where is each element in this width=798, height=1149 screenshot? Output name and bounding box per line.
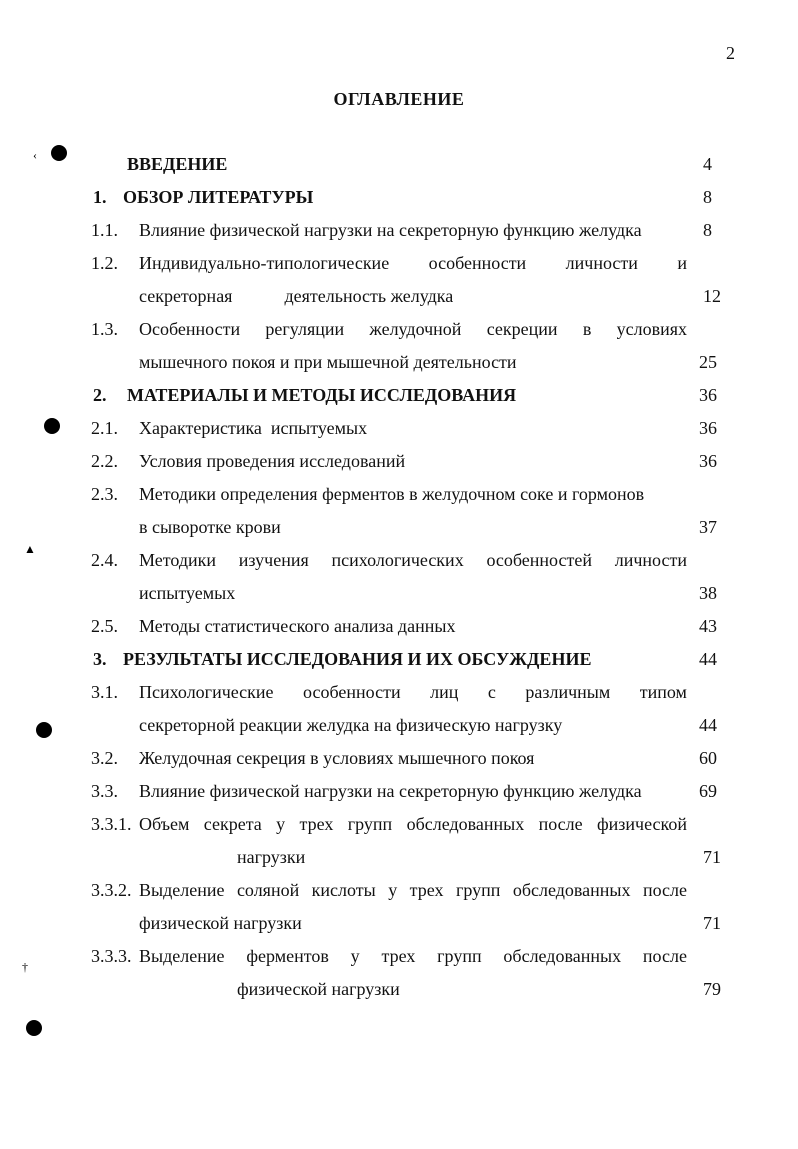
scan-mark-icon: ‹: [33, 148, 37, 162]
toc-entry-continuation: испытуемых: [139, 583, 236, 603]
toc-entry-label: ОБЗОР ЛИТЕРАТУРЫ: [123, 187, 314, 207]
toc-entry-continuation: секреторная деятельность желудка: [139, 286, 454, 306]
toc-entry-number: 3.: [93, 649, 107, 669]
toc-entry-number: 2.4.: [91, 550, 118, 570]
toc-page-number: 69: [699, 781, 717, 801]
toc-entry-number: 1.3.: [91, 319, 118, 339]
toc-entry-label: Условия проведения исследований: [139, 451, 406, 471]
toc-entry-number: 1.2.: [91, 253, 118, 273]
toc-entry-label-justified: Объем секрета у трех групп обследованных после физической: [139, 814, 687, 834]
toc-entry-label-justified: Индивидуально-типологические особенности личности и: [139, 253, 687, 273]
toc-entry-number: 3.1.: [91, 682, 118, 702]
toc-entry-label: Характеристика испытуемых: [139, 418, 368, 438]
toc-entry-continuation: нагрузки: [237, 847, 306, 867]
toc-entry-continuation: секреторной реакции желудка на физическую нагрузку: [139, 715, 563, 735]
toc-entry-number: 2.3.: [91, 484, 118, 504]
punch-hole-dot: [36, 722, 52, 738]
toc-page-number: 43: [699, 616, 717, 636]
toc-entry-label-justified: Психологические особенности лиц с различным типом: [139, 682, 687, 702]
toc-page-number: 36: [699, 418, 717, 438]
scan-mark-icon: †: [22, 960, 28, 974]
toc-entry-continuation: физической нагрузки: [237, 979, 400, 999]
toc-entry-label: Методы статистического анализа данных: [139, 616, 456, 636]
toc-entry-number: 2.5.: [91, 616, 118, 636]
toc-entry-label: Методики определения ферментов в желудочном соке и гормонов: [139, 484, 645, 504]
toc-page-number: 37: [699, 517, 717, 537]
toc-page-number: 8: [703, 187, 712, 207]
toc-page-number: 71: [703, 847, 721, 867]
scan-mark-icon: ▲: [24, 542, 36, 556]
toc-entry-label-justified: Выделение соляной кислоты у трех групп обследованных после: [139, 880, 687, 900]
toc-entry-number: 3.3.2.: [91, 880, 132, 900]
punch-hole-dot: [51, 145, 67, 161]
toc-entry-number: 2.2.: [91, 451, 118, 471]
toc-page-number: 25: [699, 352, 717, 372]
toc-entry-continuation: в сыворотке крови: [139, 517, 281, 537]
toc-entry-number: 1.1.: [91, 220, 118, 240]
toc-entry-label: МАТЕРИАЛЫ И МЕТОДЫ ИССЛЕДОВАНИЯ: [127, 385, 517, 405]
toc-page-number: 12: [703, 286, 721, 306]
toc-entry-label-justified: Выделение ферментов у трех групп обследованных после: [139, 946, 687, 966]
punch-hole-dot: [44, 418, 60, 434]
toc-entry-continuation: мышечного покоя и при мышечной деятельности: [139, 352, 517, 372]
toc-entry-number: 2.1.: [91, 418, 118, 438]
toc-entry-label: Влияние физической нагрузки на секреторную функцию желудка: [139, 781, 642, 801]
toc-entry-continuation: физической нагрузки: [139, 913, 302, 933]
toc-page-number: 79: [703, 979, 721, 999]
toc-entry-label: Желудочная секреция в условиях мышечного покоя: [139, 748, 535, 768]
toc-page-number: 71: [703, 913, 721, 933]
page-number: 2: [726, 43, 735, 63]
toc-entry-label: РЕЗУЛЬТАТЫ ИССЛЕДОВАНИЯ И ИХ ОБСУЖДЕНИЕ: [123, 649, 592, 669]
toc-entry-number: 3.3.3.: [91, 946, 132, 966]
page-title: ОГЛАВЛЕНИЕ: [333, 89, 465, 109]
toc-entry-number: 1.: [93, 187, 107, 207]
toc-entry-label: Влияние физической нагрузки на секреторную функцию желудка: [139, 220, 642, 240]
toc-page-number: 60: [699, 748, 717, 768]
toc-entry-number: 3.3.: [91, 781, 118, 801]
toc-page-number: 38: [699, 583, 717, 603]
toc-page-number: 44: [699, 649, 717, 669]
toc-page-number: 44: [699, 715, 717, 735]
toc-entry-label-justified: Методики изучения психологических особенностей личности: [139, 550, 687, 570]
toc-entry-number: 3.3.1.: [91, 814, 132, 834]
toc-page-number: 4: [703, 154, 712, 174]
toc-entry-label-justified: Особенности регуляции желудочной секреции в условиях: [139, 319, 687, 339]
punch-hole-dot: [26, 1020, 42, 1036]
toc-entry-label: ВВЕДЕНИЕ: [127, 154, 228, 174]
toc-entry-number: 3.2.: [91, 748, 118, 768]
toc-page-number: 36: [699, 385, 717, 405]
toc-page-number: 36: [699, 451, 717, 471]
toc-entry-number: 2.: [93, 385, 107, 405]
toc-page-number: 8: [703, 220, 712, 240]
